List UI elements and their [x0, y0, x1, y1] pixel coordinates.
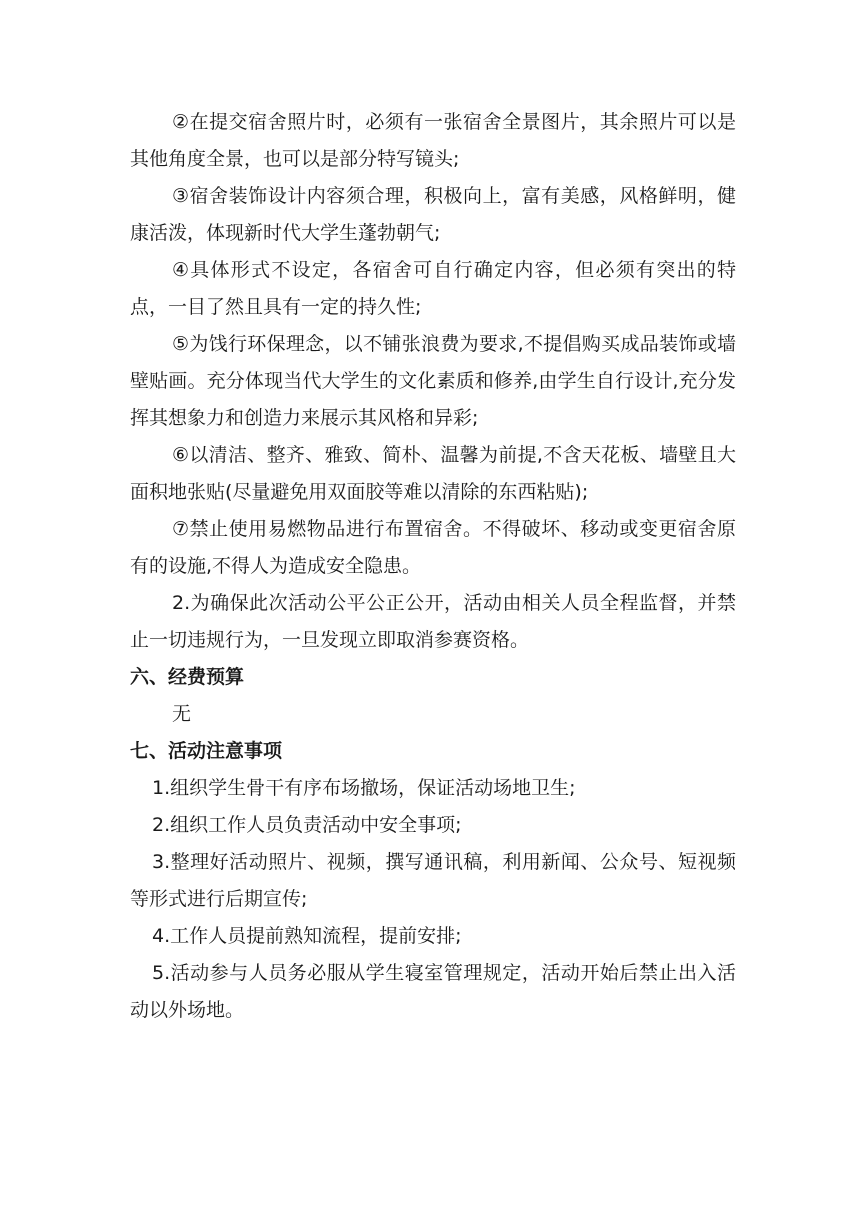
paragraph-item-5: ⑤为饯行环保理念，以不铺张浪费为要求,不提倡购买成品装饰或墙壁贴画。充分体现当代大学生的文化素质和修养,由学生自行设计,充分发挥其想象力和创造力来展示其风格和异彩; — [130, 333, 736, 429]
document-page — [130, 104, 736, 1029]
paragraph-item-7: ⑦禁止使用易燃物品进行布置宿舍。不得破坏、移动或变更宿舍原有的设施,不得人为造成安全隐患。 — [130, 518, 736, 577]
section-heading-notes: 七、活动注意事项 — [130, 740, 283, 762]
paragraph-rule-2: 2.为确保此次活动公平公正公开，活动由相关人员全程监督，并禁止一切违规行为，一旦发现立即取消参赛资格。 — [130, 592, 736, 651]
notes-item-5: 5.活动参与人员务必服从学生寝室管理规定，活动开始后禁止出入活动以外场地。 — [130, 962, 736, 1021]
notes-item-4: 4.工作人员提前熟知流程，提前安排; — [152, 925, 462, 947]
paragraph-item-2: ②在提交宿舍照片时，必须有一张宿舍全景图片，其余照片可以是其他角度全景，也可以是部分特写镜头; — [130, 111, 736, 170]
paragraph-item-4: ④具体形式不设定，各宿舍可自行确定内容，但必须有突出的特点，一目了然且具有一定的持久性; — [130, 259, 736, 318]
notes-item-1: 1.组织学生骨干有序布场撤场，保证活动场地卫生; — [152, 777, 576, 799]
paragraph-item-3: ③宿舍装饰设计内容须合理，积极向上，富有美感，风格鲜明，健康活泼，体现新时代大学生蓬勃朝气; — [130, 185, 736, 244]
paragraph-item-6: ⑥以清洁、整齐、雅致、简朴、温馨为前提,不含天花板、墙壁且大面积地张贴(尽量避免用双面胶等难以清除的东西粘贴); — [130, 444, 736, 503]
budget-body: 无 — [172, 703, 192, 725]
section-heading-budget: 六、经费预算 — [130, 666, 245, 688]
notes-item-2: 2.组织工作人员负责活动中安全事项; — [152, 814, 462, 836]
notes-item-3: 3.整理好活动照片、视频，撰写通讯稿，利用新闻、公众号、短视频等形式进行后期宣传; — [130, 851, 736, 910]
